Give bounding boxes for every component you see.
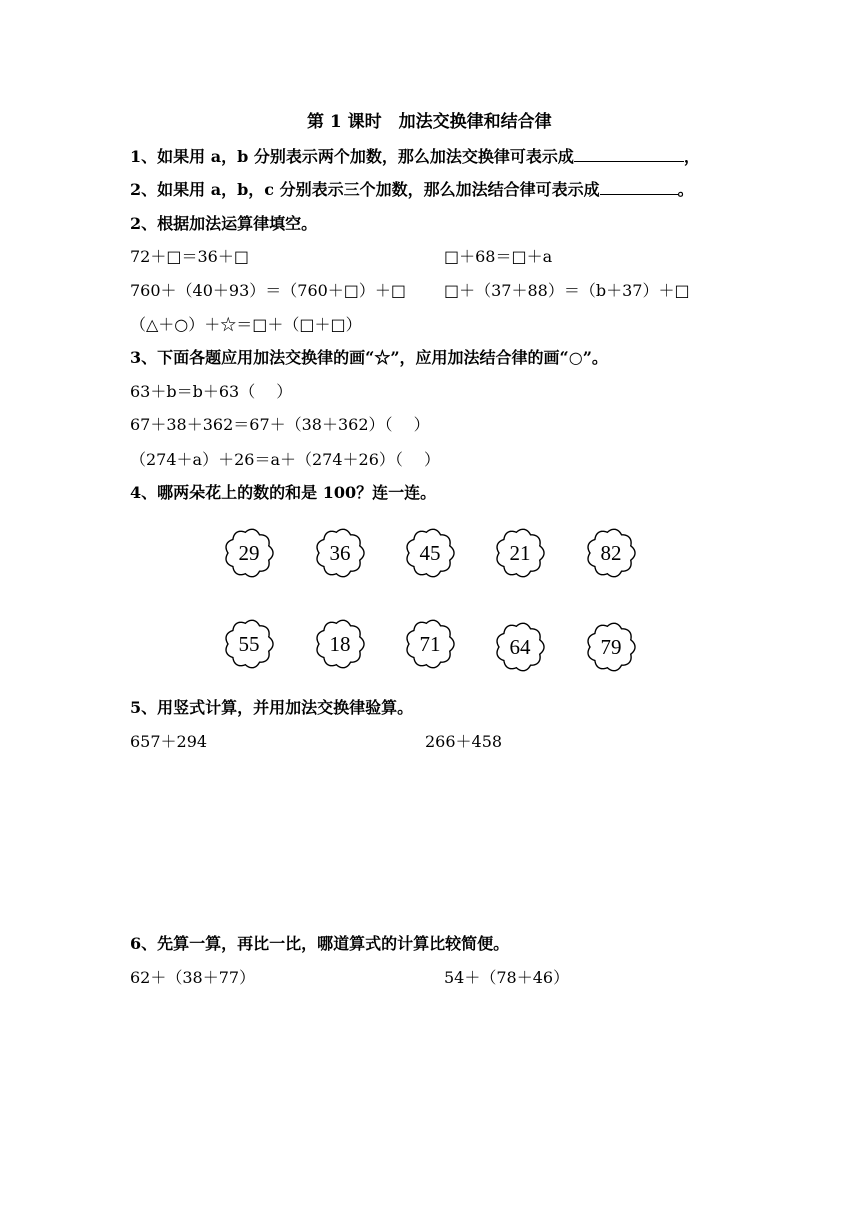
question-1-text: 1、如果用 a，b 分别表示两个加数，那么加法交换律可表示成 [130,147,574,166]
question-5-heading: 5、用竖式计算，并用加法交换律验算。 [130,698,414,717]
fill-item-2: □＋68＝□＋a [444,247,553,266]
flower-21[interactable] [493,526,547,580]
flower-number: 79 [600,635,622,659]
flower-29[interactable] [222,526,276,580]
flower-71[interactable] [403,617,457,671]
question-1-end: ， [683,147,700,166]
flower-number: 18 [329,632,351,656]
flower-number: 45 [419,541,441,565]
calc-item-1: 657＋294 [130,732,208,751]
compare-item-1: 62＋（38＋77） [130,968,256,987]
fill-item-3: 760＋（40＋93）＝（760＋□）＋□ [130,281,407,300]
flower-number: 55 [238,632,260,656]
compare-item-2: 54＋（78＋46） [444,968,570,987]
judge-item-3: （274＋a）＋26＝a＋（274＋26）（ ） [130,450,440,469]
flower-number: 36 [329,541,351,565]
judge-item-1: 63＋b＝b＋63（ ） [130,382,293,401]
flower-82[interactable] [584,526,638,580]
answer-blank-1[interactable] [574,147,684,162]
question-6-heading: 6、先算一算，再比一比，哪道算式的计算比较简便。 [130,934,510,953]
fill-item-4: □＋（37＋88）＝（b＋37）＋□ [444,281,690,300]
answer-blank-2[interactable] [600,180,678,195]
question-2a-end: 。 [677,180,694,199]
page-title: 第 1 课时 加法交换律和结合律 [307,112,552,132]
flower-number: 64 [509,635,531,659]
flower-36[interactable] [313,526,367,580]
fill-item-5: （△＋○）＋☆＝□＋（□＋□） [130,315,362,334]
flower-number: 21 [509,541,531,565]
question-3-heading: 3、下面各题应用加法交换律的画“☆”，应用加法结合律的画“○”。 [130,348,608,367]
question-2a-text: 2、如果用 a，b，c 分别表示三个加数，那么加法结合律可表示成 [130,180,600,199]
question-4-heading: 4、哪两朵花上的数的和是 100？连一连。 [130,483,437,502]
fill-item-1: 72＋□＝36＋□ [130,247,249,266]
flower-18[interactable] [313,617,367,671]
flower-79[interactable] [584,620,638,674]
flower-64[interactable] [493,620,547,674]
flower-number: 82 [600,541,622,565]
flower-55[interactable] [222,617,276,671]
flower-45[interactable] [403,526,457,580]
judge-item-2: 67＋38＋362＝67＋（38＋362）（ ） [130,415,430,434]
calc-item-2: 266＋458 [425,732,503,751]
question-1 [130,147,700,167]
flower-number: 71 [419,632,441,656]
question-2b-heading: 2、根据加法运算律填空。 [130,214,318,233]
question-2a [130,180,694,200]
flower-number: 29 [238,541,260,565]
